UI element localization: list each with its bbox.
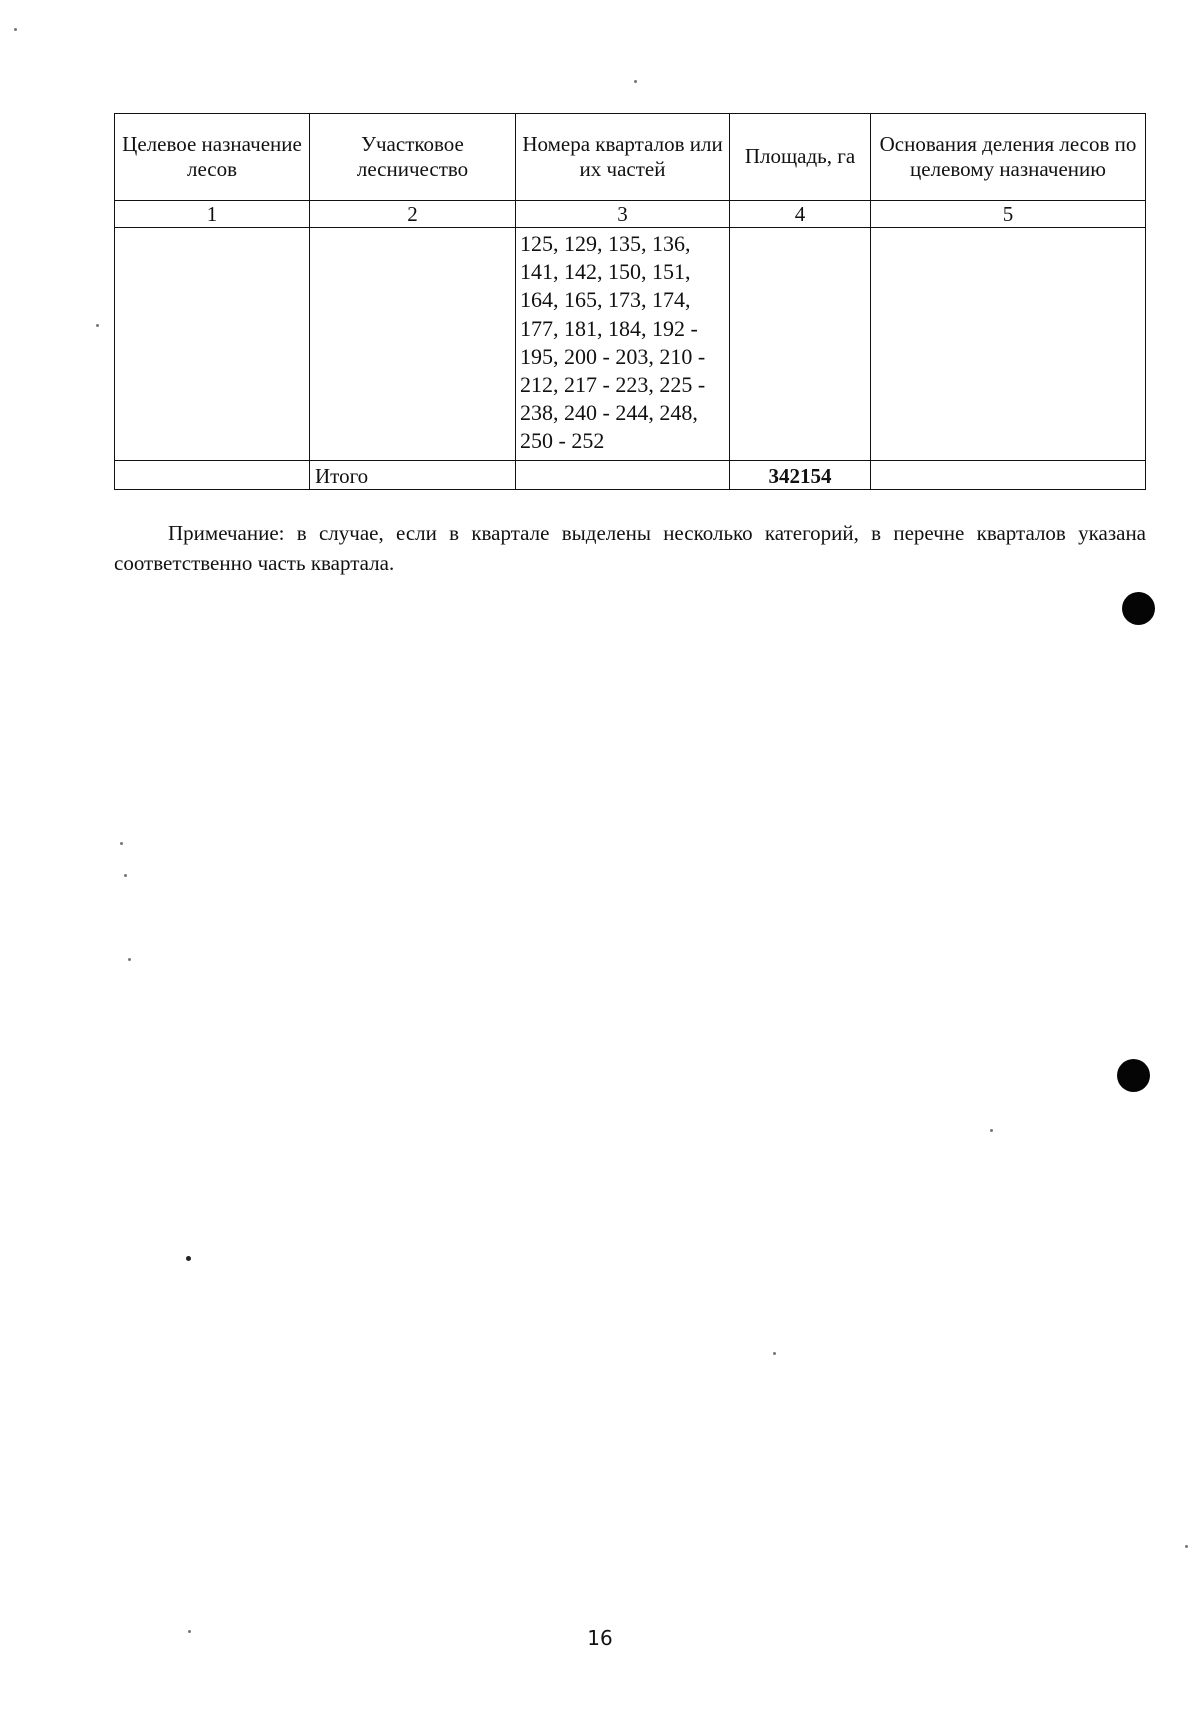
scan-speck [96, 324, 99, 327]
header-quarters: Номера кварталов или их частей [516, 114, 730, 201]
column-number: 3 [516, 201, 730, 228]
header-forestry: Участковое лесничество [310, 114, 516, 201]
punch-hole-mark [1117, 1059, 1150, 1092]
total-empty-cell [516, 461, 730, 490]
column-number: 4 [730, 201, 871, 228]
column-number-row [115, 201, 1146, 228]
total-empty-cell [871, 461, 1146, 490]
quarters-line: 164, 165, 173, 174, [520, 287, 691, 313]
header-purpose: Целевое назначение лесов [115, 114, 310, 201]
scan-speck [1185, 1545, 1188, 1548]
scan-speck [14, 28, 17, 31]
scan-speck [773, 1352, 776, 1355]
total-empty-cell [115, 461, 310, 490]
cell-area [730, 228, 871, 461]
quarters-line: 250 - 252 [520, 428, 605, 454]
quarters-line: 125, 129, 135, 136, [520, 231, 691, 256]
total-area-value: 342154 [730, 461, 871, 490]
quarters-line: 238, 240 - 244, 248, [520, 400, 698, 426]
cell-purpose [115, 228, 310, 461]
punch-hole-mark [1122, 592, 1155, 625]
cell-forestry [310, 228, 516, 461]
scan-speck [634, 80, 637, 83]
cell-quarters [516, 228, 730, 461]
scan-speck [186, 1256, 191, 1261]
scan-speck [120, 842, 123, 845]
column-number: 2 [310, 201, 516, 228]
quarters-line: 212, 217 - 223, 225 - [520, 372, 706, 398]
table-header-row [115, 114, 1146, 201]
cell-basis [871, 228, 1146, 461]
scan-speck [990, 1129, 993, 1132]
forest-purpose-table [114, 113, 1146, 490]
page-number: 16 [587, 1626, 613, 1650]
footnote: Примечание: в случае, если в квартале выделены несколько категорий, в перечне кварталов указана соответственно часть квартала. [114, 521, 1146, 575]
scan-speck [188, 1630, 191, 1633]
header-basis: Основания деления лесов по целевому назначению [871, 114, 1146, 201]
scan-speck [128, 958, 131, 961]
total-row [115, 461, 1146, 490]
column-number: 1 [115, 201, 310, 228]
header-area: Площадь, га [730, 114, 871, 201]
column-number: 5 [871, 201, 1146, 228]
total-label: Итого [310, 461, 516, 490]
quarters-line: 141, 142, 150, 151, [520, 259, 691, 285]
quarters-line: 177, 181, 184, 192 - [520, 315, 698, 341]
quarters-line: 195, 200 - 203, 210 - [520, 343, 706, 369]
table-row [115, 228, 1146, 461]
scan-speck [124, 874, 127, 877]
